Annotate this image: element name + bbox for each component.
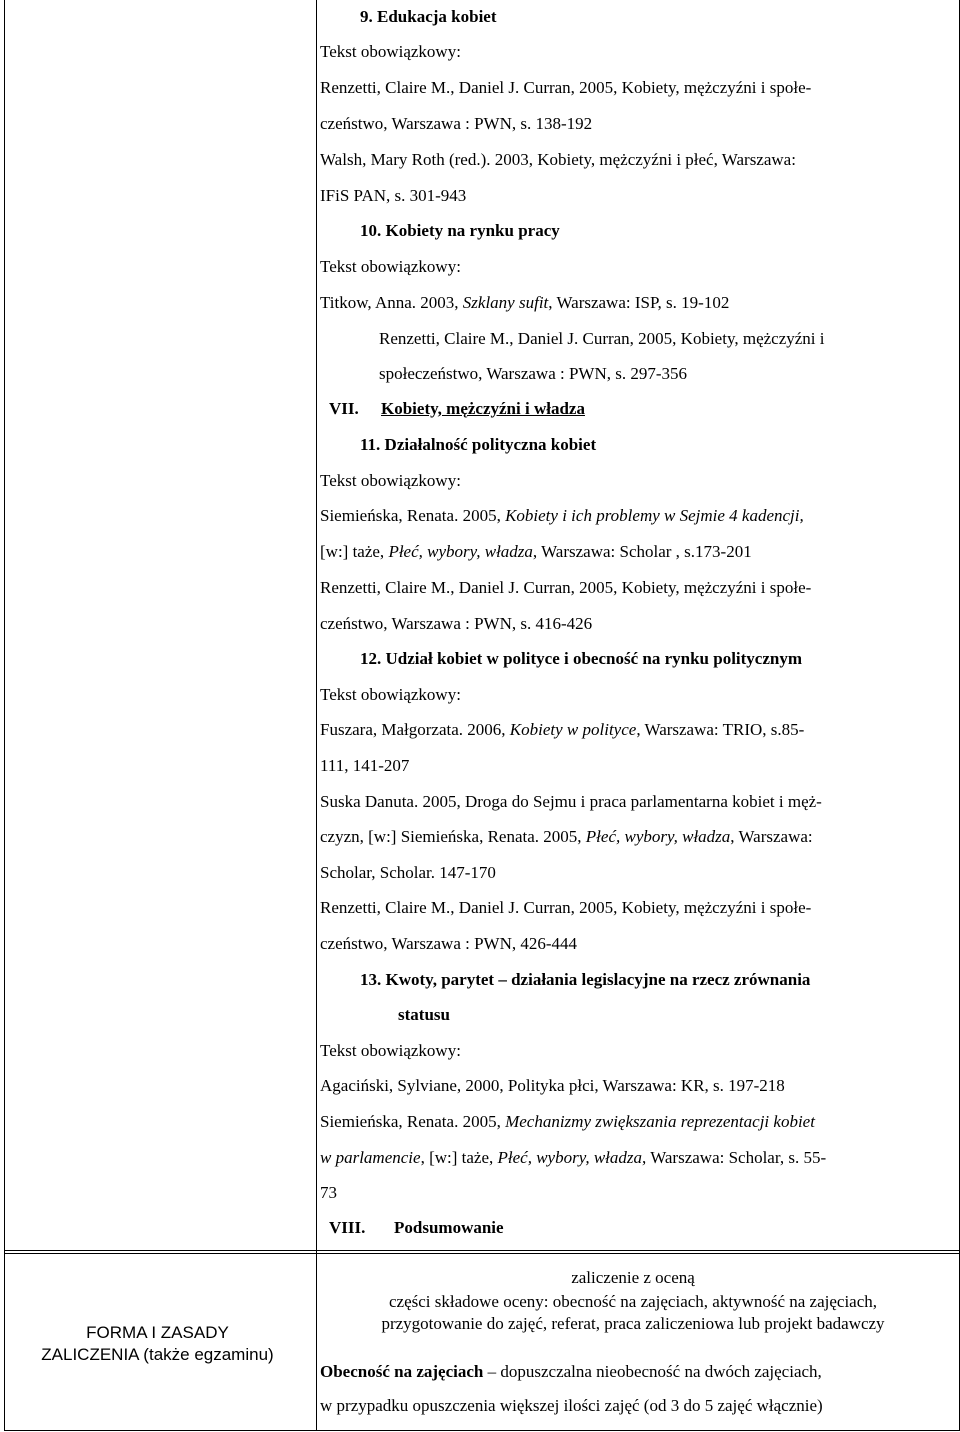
required-text-label: Tekst obowiązkowy: — [320, 42, 461, 61]
reference-11-line-1: Siemieńska, Renata. 2005, Mechanizmy zwiększania reprezentacji kobiet — [320, 1112, 815, 1131]
row-divider-double — [5, 1253, 959, 1254]
assessment-type: zaliczenie z oceną — [571, 1268, 695, 1287]
reference-4-line-1: Renzetti, Claire M., Daniel J. Curran, 2005, Kobiety, mężczyźni i — [379, 329, 825, 348]
section-9-title: 9. Edukacja kobiet — [360, 7, 497, 26]
attendance-rule-line-2: w przypadku opuszczenia większej ilości zajęć (od 3 do 5 zajęć włącznie) — [320, 1396, 823, 1415]
reference-11-line-2: w parlamencie, [w:] taże, Płeć, wybory, władza, Warszawa: Scholar, s. 55- — [320, 1148, 827, 1167]
reference-7-line-1: Fuszara, Małgorzata. 2006, Kobiety w polityce, Warszawa: TRIO, s.85- — [320, 720, 805, 739]
reference-9-line-2: czeństwo, Warszawa : PWN, 426-444 — [320, 934, 578, 953]
reference-5-line-1: Siemieńska, Renata. 2005, Kobiety i ich problemy w Sejmie 4 kadencji, — [320, 506, 804, 525]
reference-8-line-3: Scholar, Scholar. 147-170 — [320, 863, 496, 882]
reference-4-line-2: społeczeństwo, Warszawa : PWN, s. 297-356 — [379, 364, 688, 383]
reference-1-line-2: czeństwo, Warszawa : PWN, s. 138-192 — [320, 114, 593, 133]
part-8-title: Podsumowanie — [394, 1218, 504, 1237]
attendance-rule-line-1: Obecność na zajęciach – dopuszczalna nieobecność na dwóch zajęciach, — [320, 1362, 822, 1381]
column-divider — [316, 0, 317, 1430]
part-8-number: VIII. — [329, 1218, 366, 1237]
reference-11-line-3: 73 — [320, 1183, 337, 1202]
reference-1-line-1: Renzetti, Claire M., Daniel J. Curran, 2005, Kobiety, mężczyźni i społe- — [320, 78, 812, 97]
required-text-label: Tekst obowiązkowy: — [320, 1041, 461, 1060]
reference-6-line-2: czeństwo, Warszawa : PWN, s. 416-426 — [320, 614, 593, 633]
section-10-title: 10. Kobiety na rynku pracy — [360, 221, 560, 240]
reference-5-line-2: [w:] taże, Płeć, wybory, władza, Warszawa: Scholar , s.173-201 — [320, 542, 752, 561]
assessment-label-line-2: ZALICZENIA (także egzaminu) — [41, 1345, 274, 1364]
part-7-number: VII. — [329, 399, 359, 418]
section-13-title-line-2: statusu — [398, 1005, 450, 1024]
assessment-components-line-1: części składowe oceny: obecność na zajęciach, aktywność na zajęciach, — [388, 1292, 878, 1311]
reference-8-line-1: Suska Danuta. 2005, Droga do Sejmu i praca parlamentarna kobiet i męż- — [320, 792, 822, 811]
reference-2-line-1: Walsh, Mary Roth (red.). 2003, Kobiety, mężczyźni i płeć, Warszawa: — [320, 150, 796, 169]
required-text-label: Tekst obowiązkowy: — [320, 685, 461, 704]
part-7-title: Kobiety, mężczyźni i władza — [381, 399, 585, 418]
section-12-title: 12. Udział kobiet w polityce i obecność na rynku politycznym — [360, 649, 803, 668]
reference-3: Titkow, Anna. 2003, Szklany sufit, Warszawa: ISP, s. 19-102 — [320, 293, 730, 312]
reference-9-line-1: Renzetti, Claire M., Daniel J. Curran, 2005, Kobiety, mężczyźni i społe- — [320, 898, 812, 917]
row-divider — [5, 1250, 959, 1251]
assessment-label — [4, 1322, 311, 1366]
reference-10: Agaciński, Sylviane, 2000, Polityka płci, Warszawa: KR, s. 197-218 — [320, 1076, 785, 1095]
section-13-title-line-1: 13. Kwoty, parytet – działania legislacyjne na rzecz zrównania — [360, 970, 811, 989]
syllabus-table — [4, 0, 960, 1431]
reference-8-line-2: czyzn, [w:] Siemieńska, Renata. 2005, Płeć, wybory, władza, Warszawa: — [320, 827, 813, 846]
required-text-label: Tekst obowiązkowy: — [320, 257, 461, 276]
assessment-label-line-1: FORMA I ZASADY — [86, 1323, 229, 1342]
assessment-components-line-2: przygotowanie do zajęć, referat, praca zaliczeniowa lub projekt badawczy — [381, 1314, 885, 1333]
required-text-label: Tekst obowiązkowy: — [320, 471, 461, 490]
section-11-title: 11. Działalność polityczna kobiet — [360, 435, 597, 454]
reference-6-line-1: Renzetti, Claire M., Daniel J. Curran, 2005, Kobiety, mężczyźni i społe- — [320, 578, 812, 597]
reference-7-line-2: 111, 141-207 — [320, 756, 410, 775]
reference-2-line-2: IFiS PAN, s. 301-943 — [320, 186, 467, 205]
